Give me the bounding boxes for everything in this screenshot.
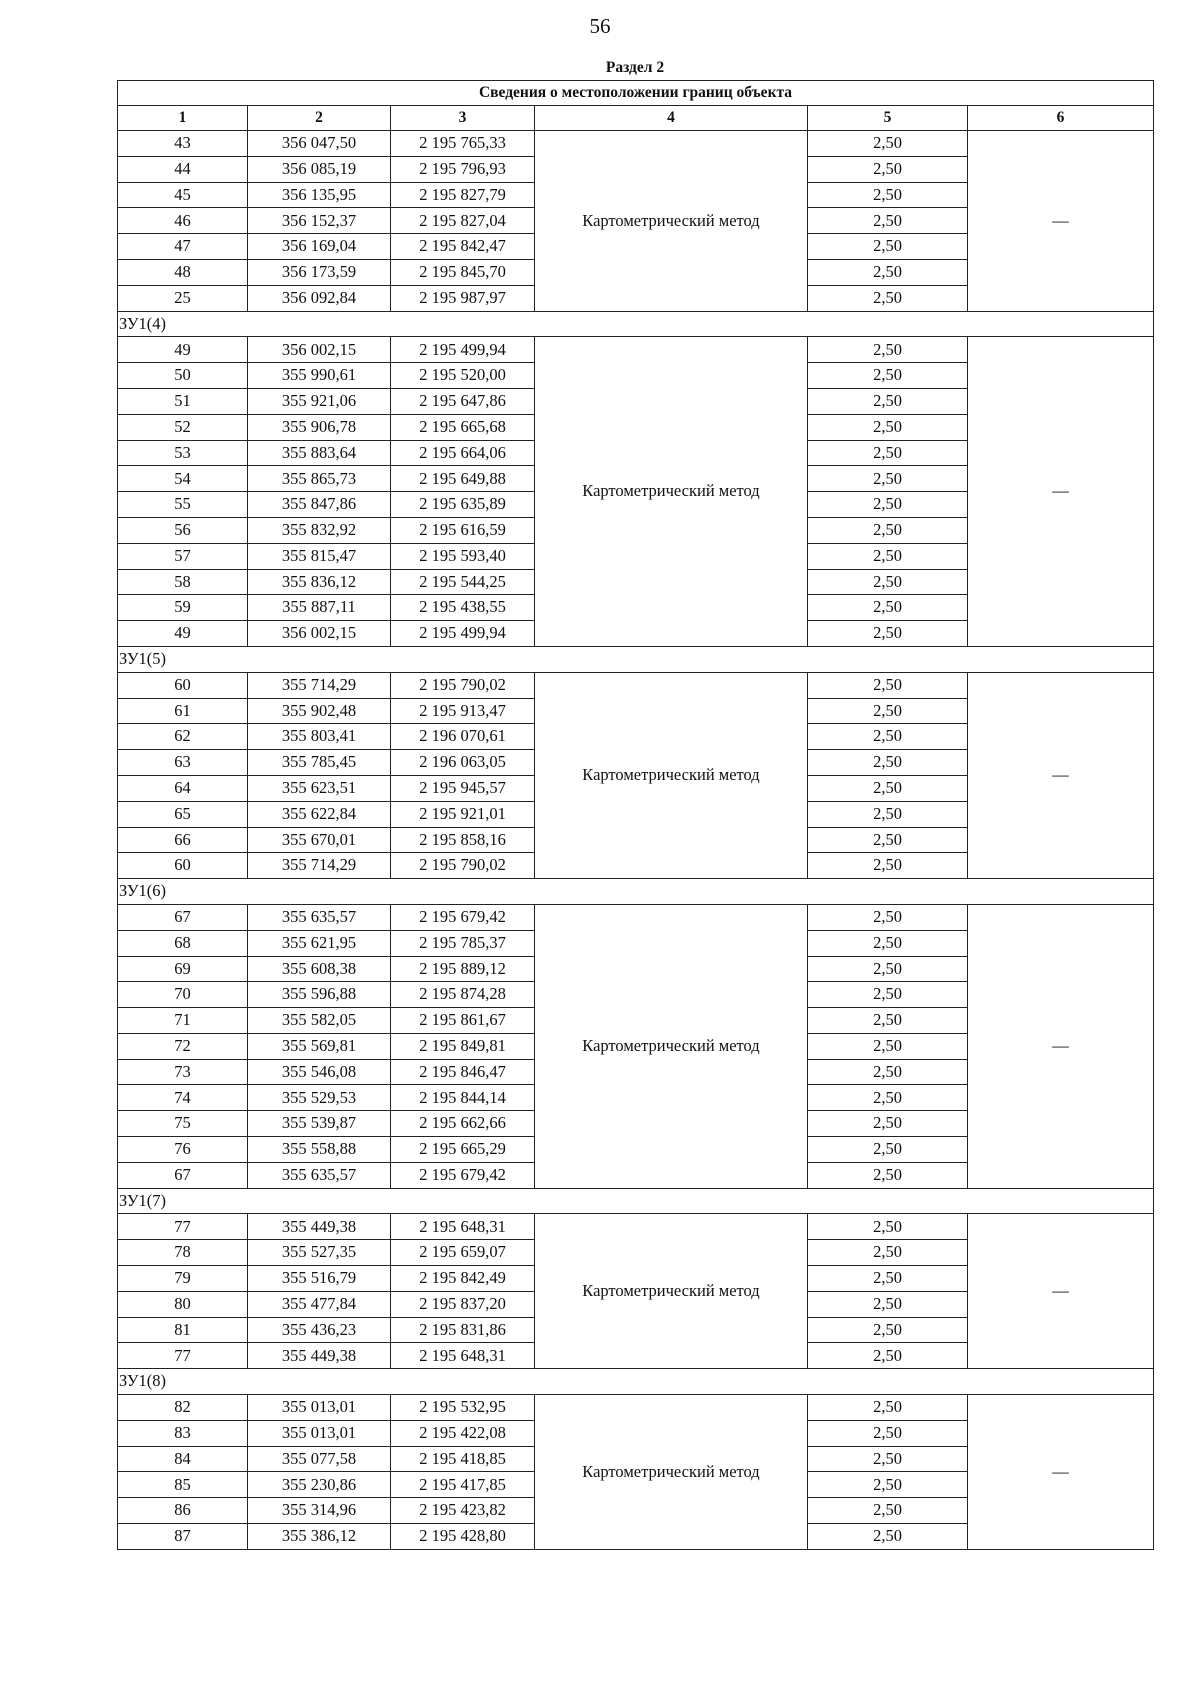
point-number: 63 xyxy=(118,750,248,776)
coord-x: 355 836,12 xyxy=(248,569,391,595)
accuracy-value: 2,50 xyxy=(808,182,968,208)
method-cell: Картометрический метод xyxy=(535,904,808,1188)
method-cell: Картометрический метод xyxy=(535,131,808,312)
accuracy-value: 2,50 xyxy=(808,1524,968,1550)
table-row xyxy=(118,904,1154,930)
coord-x: 355 670,01 xyxy=(248,827,391,853)
coord-x: 355 902,48 xyxy=(248,698,391,724)
accuracy-value: 2,50 xyxy=(808,956,968,982)
accuracy-value: 2,50 xyxy=(808,1317,968,1343)
dash-cell: — xyxy=(968,337,1154,647)
accuracy-value: 2,50 xyxy=(808,363,968,389)
point-number: 60 xyxy=(118,853,248,879)
column-header: 4 xyxy=(535,106,808,131)
coord-x: 356 002,15 xyxy=(248,621,391,647)
coord-x: 355 516,79 xyxy=(248,1266,391,1292)
coord-y: 2 195 659,07 xyxy=(391,1240,535,1266)
coord-y: 2 195 849,81 xyxy=(391,1033,535,1059)
point-number: 49 xyxy=(118,337,248,363)
coord-y: 2 195 785,37 xyxy=(391,930,535,956)
dash-cell: — xyxy=(968,1214,1154,1369)
accuracy-value: 2,50 xyxy=(808,672,968,698)
accuracy-value: 2,50 xyxy=(808,1111,968,1137)
accuracy-value: 2,50 xyxy=(808,234,968,260)
accuracy-value: 2,50 xyxy=(808,775,968,801)
coord-x: 356 152,37 xyxy=(248,208,391,234)
coord-y: 2 195 679,42 xyxy=(391,904,535,930)
group-header-row xyxy=(118,646,1154,672)
point-number: 48 xyxy=(118,259,248,285)
coord-y: 2 195 827,79 xyxy=(391,182,535,208)
point-number: 43 xyxy=(118,131,248,157)
point-number: 86 xyxy=(118,1498,248,1524)
column-header: 1 xyxy=(118,106,248,131)
accuracy-value: 2,50 xyxy=(808,930,968,956)
coord-y: 2 195 499,94 xyxy=(391,337,535,363)
accuracy-value: 2,50 xyxy=(808,1266,968,1292)
group-header-row xyxy=(118,879,1154,905)
accuracy-value: 2,50 xyxy=(808,1472,968,1498)
table-row xyxy=(118,337,1154,363)
coord-x: 355 449,38 xyxy=(248,1214,391,1240)
coord-x: 355 635,57 xyxy=(248,904,391,930)
point-number: 71 xyxy=(118,1008,248,1034)
dash-cell: — xyxy=(968,131,1154,312)
method-cell: Картометрический метод xyxy=(535,1395,808,1550)
group-header-row xyxy=(118,1369,1154,1395)
point-number: 45 xyxy=(118,182,248,208)
coord-x: 355 546,08 xyxy=(248,1059,391,1085)
group-label: ЗУ1(6) xyxy=(118,879,1154,905)
point-number: 74 xyxy=(118,1085,248,1111)
point-number: 44 xyxy=(118,156,248,182)
coord-x: 355 714,29 xyxy=(248,853,391,879)
point-number: 56 xyxy=(118,517,248,543)
coord-y: 2 195 845,70 xyxy=(391,259,535,285)
point-number: 46 xyxy=(118,208,248,234)
coord-y: 2 195 913,47 xyxy=(391,698,535,724)
table-row xyxy=(118,131,1154,157)
accuracy-value: 2,50 xyxy=(808,517,968,543)
coord-x: 355 527,35 xyxy=(248,1240,391,1266)
accuracy-value: 2,50 xyxy=(808,827,968,853)
group-header-row xyxy=(118,311,1154,337)
coord-x: 356 135,95 xyxy=(248,182,391,208)
accuracy-value: 2,50 xyxy=(808,1033,968,1059)
accuracy-value: 2,50 xyxy=(808,208,968,234)
boundary-coordinates-table xyxy=(117,80,1154,1550)
accuracy-value: 2,50 xyxy=(808,982,968,1008)
coord-y: 2 195 532,95 xyxy=(391,1395,535,1421)
coord-y: 2 195 987,97 xyxy=(391,285,535,311)
accuracy-value: 2,50 xyxy=(808,1498,968,1524)
coord-x: 355 539,87 xyxy=(248,1111,391,1137)
group-label: ЗУ1(5) xyxy=(118,646,1154,672)
table-title: Сведения о местоположении границ объекта xyxy=(118,81,1154,106)
coord-y: 2 195 665,29 xyxy=(391,1137,535,1163)
point-number: 53 xyxy=(118,440,248,466)
table-body xyxy=(118,131,1154,1550)
coord-x: 355 529,53 xyxy=(248,1085,391,1111)
coord-x: 355 847,86 xyxy=(248,492,391,518)
coord-y: 2 195 665,68 xyxy=(391,414,535,440)
accuracy-value: 2,50 xyxy=(808,285,968,311)
accuracy-value: 2,50 xyxy=(808,1240,968,1266)
group-header-row xyxy=(118,1188,1154,1214)
accuracy-value: 2,50 xyxy=(808,1343,968,1369)
coord-y: 2 195 520,00 xyxy=(391,363,535,389)
point-number: 87 xyxy=(118,1524,248,1550)
accuracy-value: 2,50 xyxy=(808,1420,968,1446)
coord-y: 2 195 422,08 xyxy=(391,1420,535,1446)
coord-y: 2 195 765,33 xyxy=(391,131,535,157)
coord-y: 2 195 418,85 xyxy=(391,1446,535,1472)
coord-y: 2 195 921,01 xyxy=(391,801,535,827)
column-header: 3 xyxy=(391,106,535,131)
point-number: 73 xyxy=(118,1059,248,1085)
accuracy-value: 2,50 xyxy=(808,1395,968,1421)
point-number: 80 xyxy=(118,1291,248,1317)
point-number: 79 xyxy=(118,1266,248,1292)
dash-cell: — xyxy=(968,672,1154,878)
point-number: 78 xyxy=(118,1240,248,1266)
coord-y: 2 195 842,47 xyxy=(391,234,535,260)
coord-y: 2 195 945,57 xyxy=(391,775,535,801)
accuracy-value: 2,50 xyxy=(808,853,968,879)
coord-x: 355 386,12 xyxy=(248,1524,391,1550)
coord-x: 355 832,92 xyxy=(248,517,391,543)
point-number: 61 xyxy=(118,698,248,724)
accuracy-value: 2,50 xyxy=(808,543,968,569)
coord-y: 2 195 423,82 xyxy=(391,1498,535,1524)
accuracy-value: 2,50 xyxy=(808,569,968,595)
accuracy-value: 2,50 xyxy=(808,156,968,182)
group-label: ЗУ1(8) xyxy=(118,1369,1154,1395)
coord-y: 2 195 649,88 xyxy=(391,466,535,492)
method-cell: Картометрический метод xyxy=(535,1214,808,1369)
point-number: 72 xyxy=(118,1033,248,1059)
column-header: 2 xyxy=(248,106,391,131)
coord-x: 356 002,15 xyxy=(248,337,391,363)
point-number: 82 xyxy=(118,1395,248,1421)
coord-x: 355 558,88 xyxy=(248,1137,391,1163)
accuracy-value: 2,50 xyxy=(808,337,968,363)
coord-y: 2 196 070,61 xyxy=(391,724,535,750)
coord-y: 2 195 428,80 xyxy=(391,1524,535,1550)
point-number: 52 xyxy=(118,414,248,440)
coord-y: 2 195 844,14 xyxy=(391,1085,535,1111)
coord-y: 2 195 499,94 xyxy=(391,621,535,647)
point-number: 62 xyxy=(118,724,248,750)
coord-x: 356 047,50 xyxy=(248,131,391,157)
coord-x: 356 092,84 xyxy=(248,285,391,311)
point-number: 54 xyxy=(118,466,248,492)
coord-y: 2 195 647,86 xyxy=(391,388,535,414)
point-number: 55 xyxy=(118,492,248,518)
coord-y: 2 195 837,20 xyxy=(391,1291,535,1317)
table-row xyxy=(118,1214,1154,1240)
group-label: ЗУ1(4) xyxy=(118,311,1154,337)
point-number: 67 xyxy=(118,1162,248,1188)
point-number: 60 xyxy=(118,672,248,698)
coord-y: 2 195 438,55 xyxy=(391,595,535,621)
point-number: 66 xyxy=(118,827,248,853)
coord-x: 355 582,05 xyxy=(248,1008,391,1034)
accuracy-value: 2,50 xyxy=(808,388,968,414)
point-number: 25 xyxy=(118,285,248,311)
coord-x: 355 921,06 xyxy=(248,388,391,414)
point-number: 50 xyxy=(118,363,248,389)
point-number: 67 xyxy=(118,904,248,930)
accuracy-value: 2,50 xyxy=(808,750,968,776)
coord-x: 355 815,47 xyxy=(248,543,391,569)
accuracy-value: 2,50 xyxy=(808,904,968,930)
point-number: 64 xyxy=(118,775,248,801)
coord-x: 355 906,78 xyxy=(248,414,391,440)
accuracy-value: 2,50 xyxy=(808,1291,968,1317)
point-number: 76 xyxy=(118,1137,248,1163)
coord-y: 2 195 831,86 xyxy=(391,1317,535,1343)
section-title: Раздел 2 xyxy=(605,59,665,76)
coord-y: 2 195 796,93 xyxy=(391,156,535,182)
method-cell: Картометрический метод xyxy=(535,672,808,878)
page-number: 56 xyxy=(589,14,611,38)
coord-x: 356 169,04 xyxy=(248,234,391,260)
coord-y: 2 195 664,06 xyxy=(391,440,535,466)
accuracy-value: 2,50 xyxy=(808,1162,968,1188)
coord-y: 2 196 063,05 xyxy=(391,750,535,776)
accuracy-value: 2,50 xyxy=(808,492,968,518)
point-number: 77 xyxy=(118,1343,248,1369)
accuracy-value: 2,50 xyxy=(808,698,968,724)
accuracy-value: 2,50 xyxy=(808,801,968,827)
coord-y: 2 195 846,47 xyxy=(391,1059,535,1085)
column-header: 5 xyxy=(808,106,968,131)
point-number: 65 xyxy=(118,801,248,827)
dash-cell: — xyxy=(968,904,1154,1188)
coord-x: 356 173,59 xyxy=(248,259,391,285)
coord-x: 355 865,73 xyxy=(248,466,391,492)
coord-y: 2 195 593,40 xyxy=(391,543,535,569)
coord-x: 355 623,51 xyxy=(248,775,391,801)
coord-x: 355 436,23 xyxy=(248,1317,391,1343)
coord-y: 2 195 790,02 xyxy=(391,672,535,698)
coord-x: 355 608,38 xyxy=(248,956,391,982)
table-row xyxy=(118,672,1154,698)
coord-x: 355 013,01 xyxy=(248,1395,391,1421)
coord-x: 355 314,96 xyxy=(248,1498,391,1524)
accuracy-value: 2,50 xyxy=(808,1085,968,1111)
coord-x: 355 990,61 xyxy=(248,363,391,389)
dash-cell: — xyxy=(968,1395,1154,1550)
accuracy-value: 2,50 xyxy=(808,621,968,647)
coord-y: 2 195 874,28 xyxy=(391,982,535,1008)
coord-x: 355 230,86 xyxy=(248,1472,391,1498)
point-number: 58 xyxy=(118,569,248,595)
point-number: 75 xyxy=(118,1111,248,1137)
point-number: 68 xyxy=(118,930,248,956)
coord-y: 2 195 858,16 xyxy=(391,827,535,853)
accuracy-value: 2,50 xyxy=(808,724,968,750)
table-row xyxy=(118,1395,1154,1421)
column-header: 6 xyxy=(968,106,1154,131)
accuracy-value: 2,50 xyxy=(808,414,968,440)
accuracy-value: 2,50 xyxy=(808,131,968,157)
coord-y: 2 195 790,02 xyxy=(391,853,535,879)
accuracy-value: 2,50 xyxy=(808,1137,968,1163)
point-number: 70 xyxy=(118,982,248,1008)
coord-x: 355 596,88 xyxy=(248,982,391,1008)
point-number: 57 xyxy=(118,543,248,569)
accuracy-value: 2,50 xyxy=(808,595,968,621)
accuracy-value: 2,50 xyxy=(808,1008,968,1034)
coord-x: 355 077,58 xyxy=(248,1446,391,1472)
method-cell: Картометрический метод xyxy=(535,337,808,647)
point-number: 59 xyxy=(118,595,248,621)
coord-y: 2 195 827,04 xyxy=(391,208,535,234)
accuracy-value: 2,50 xyxy=(808,1214,968,1240)
coord-x: 355 883,64 xyxy=(248,440,391,466)
point-number: 85 xyxy=(118,1472,248,1498)
coord-y: 2 195 648,31 xyxy=(391,1214,535,1240)
coord-x: 355 635,57 xyxy=(248,1162,391,1188)
coord-x: 355 013,01 xyxy=(248,1420,391,1446)
coord-y: 2 195 648,31 xyxy=(391,1343,535,1369)
group-label: ЗУ1(7) xyxy=(118,1188,1154,1214)
coord-y: 2 195 842,49 xyxy=(391,1266,535,1292)
coord-y: 2 195 889,12 xyxy=(391,956,535,982)
coord-x: 355 714,29 xyxy=(248,672,391,698)
coord-y: 2 195 662,66 xyxy=(391,1111,535,1137)
point-number: 81 xyxy=(118,1317,248,1343)
point-number: 51 xyxy=(118,388,248,414)
point-number: 47 xyxy=(118,234,248,260)
accuracy-value: 2,50 xyxy=(808,1446,968,1472)
coord-x: 356 085,19 xyxy=(248,156,391,182)
coord-x: 355 477,84 xyxy=(248,1291,391,1317)
coord-x: 355 622,84 xyxy=(248,801,391,827)
point-number: 77 xyxy=(118,1214,248,1240)
coord-y: 2 195 616,59 xyxy=(391,517,535,543)
coord-x: 355 569,81 xyxy=(248,1033,391,1059)
point-number: 83 xyxy=(118,1420,248,1446)
point-number: 69 xyxy=(118,956,248,982)
coord-x: 355 803,41 xyxy=(248,724,391,750)
coord-x: 355 887,11 xyxy=(248,595,391,621)
point-number: 49 xyxy=(118,621,248,647)
coord-y: 2 195 861,67 xyxy=(391,1008,535,1034)
accuracy-value: 2,50 xyxy=(808,466,968,492)
coord-y: 2 195 635,89 xyxy=(391,492,535,518)
accuracy-value: 2,50 xyxy=(808,440,968,466)
coord-y: 2 195 544,25 xyxy=(391,569,535,595)
coord-x: 355 785,45 xyxy=(248,750,391,776)
accuracy-value: 2,50 xyxy=(808,259,968,285)
coord-y: 2 195 679,42 xyxy=(391,1162,535,1188)
coord-x: 355 621,95 xyxy=(248,930,391,956)
coord-y: 2 195 417,85 xyxy=(391,1472,535,1498)
accuracy-value: 2,50 xyxy=(808,1059,968,1085)
point-number: 84 xyxy=(118,1446,248,1472)
coord-x: 355 449,38 xyxy=(248,1343,391,1369)
